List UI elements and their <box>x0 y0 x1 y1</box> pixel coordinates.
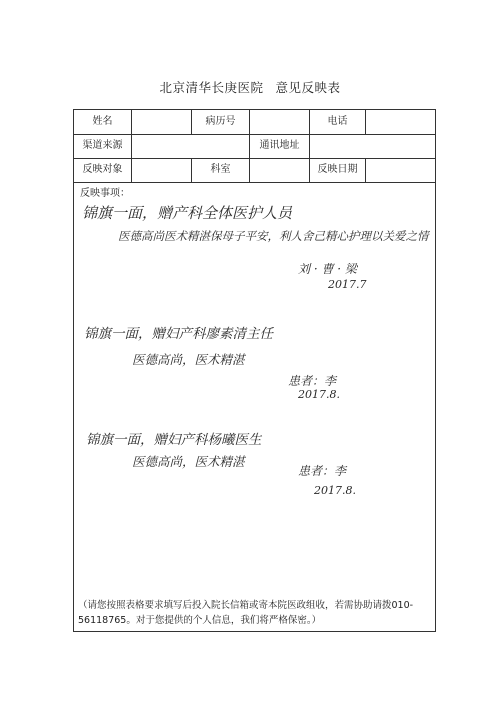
address-field[interactable] <box>310 134 435 158</box>
hospital-name: 北京清华长庚医院 <box>159 80 264 95</box>
department-field[interactable] <box>250 158 310 182</box>
date-label: 反映日期 <box>310 158 366 182</box>
entry-1-date: 2017.7 <box>328 278 367 291</box>
name-label: 姓名 <box>74 110 132 134</box>
entry-1-line1: 锦旗一面，赠产科全体医护人员 <box>82 204 293 222</box>
phone-field[interactable] <box>366 110 435 134</box>
entry-2-signature: 患者：李 <box>288 374 337 388</box>
record-number-field[interactable] <box>250 110 310 134</box>
date-field[interactable] <box>366 158 435 182</box>
address-label: 通讯地址 <box>250 134 310 158</box>
entry-3-date: 2017.8. <box>314 484 356 497</box>
channel-field[interactable] <box>132 134 250 158</box>
form-title <box>0 78 500 96</box>
department-label: 科室 <box>192 158 250 182</box>
feedback-form <box>73 109 436 632</box>
matters-label: 反映事项： <box>80 188 130 199</box>
phone-label: 电话 <box>310 110 366 134</box>
entry-2-date: 2017.8. <box>298 388 340 401</box>
footnote: （请您按照表格要求填写后投入院长信箱或寄本院医政组收，若需协助请拨010-56118765。对于您提供的个人信息，我们将严格保密。） <box>78 600 414 626</box>
entry-3-line1: 锦旗一面，赠妇产科杨曦医生 <box>86 432 262 448</box>
record-number-label: 病历号 <box>192 110 250 134</box>
form-row-2 <box>74 134 435 159</box>
entry-3-line2: 医德高尚，医术精湛 <box>132 454 245 469</box>
name-field[interactable] <box>132 110 192 134</box>
entry-2-line1: 锦旗一面，赠妇产科廖素清主任 <box>84 326 273 342</box>
form-row-1 <box>74 110 435 135</box>
entry-3-signature: 患者：李 <box>298 464 347 478</box>
entry-2-line2: 医德高尚，医术精湛 <box>132 352 245 367</box>
form-name: 意见反映表 <box>275 80 341 95</box>
subject-field[interactable] <box>132 158 192 182</box>
entry-1-line2: 医德高尚医术精湛保母子平安，利人舍己精心护理以关爱之情 <box>118 229 429 243</box>
entry-1-signature: 刘 · 曹 · 梁 <box>298 262 357 276</box>
form-row-3 <box>74 158 435 183</box>
subject-label: 反映对象 <box>74 158 132 182</box>
channel-label: 渠道来源 <box>74 134 132 158</box>
